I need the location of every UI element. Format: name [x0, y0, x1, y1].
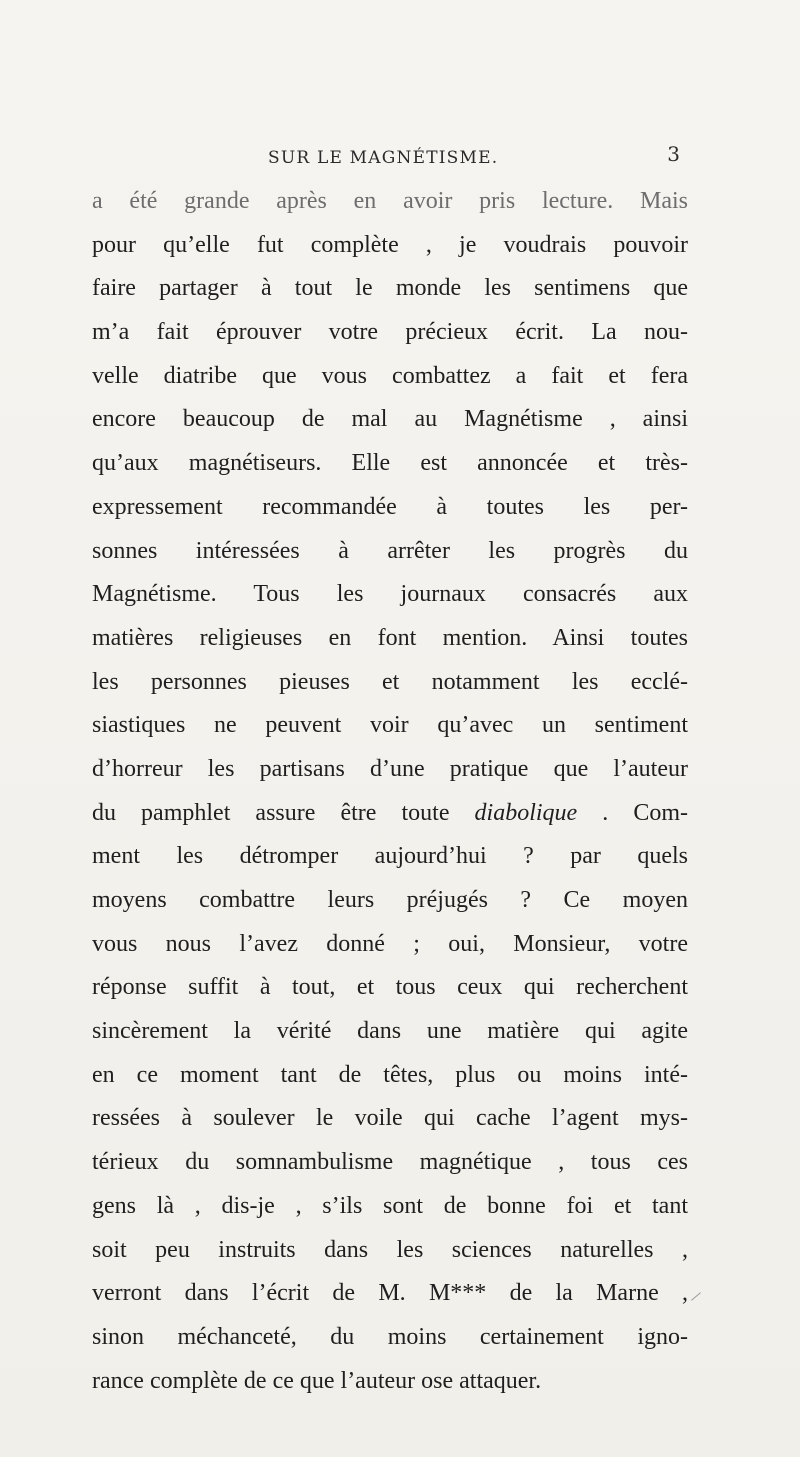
text-line: en ce moment tant de têtes, plus ou moins inté- [92, 1061, 688, 1088]
body-text [92, 180, 688, 1403]
text-segment: . Com- [602, 799, 688, 826]
text-line: réponse suffit à tout, et tous ceux qui recherchent [92, 974, 688, 1001]
emphasized-word: diabolique [474, 799, 578, 826]
text-line: térieux du somnambulisme magnétique , tous ces [92, 1149, 688, 1176]
text-line: d’horreur les partisans d’une pratique que l’auteur [92, 755, 688, 782]
text-line: vous nous l’avez donné ; oui, Monsieur, votre [92, 930, 688, 957]
text-line: encore beaucoup de mal au Magnétisme , ainsi [92, 406, 688, 433]
text-line: moyens combattre leurs préjugés ? Ce moyen [92, 887, 688, 913]
text-line: soit peu instruits dans les sciences naturelles , [92, 1236, 688, 1263]
text-line: a été grande après en avoir pris lecture. Mais [92, 188, 688, 214]
running-title: SUR LE MAGNÉTISME. [268, 148, 499, 168]
text-line: velle diatribe que vous combattez a fait et fera [92, 362, 688, 389]
text-line: faire partager à tout le monde les sentimens que [92, 275, 688, 302]
text-line: matières religieuses en font mention. Ainsi toutes [92, 624, 688, 651]
text-line: gens là , dis-je , s’ils sont de bonne foi et tant [92, 1192, 688, 1219]
running-head [100, 142, 680, 178]
text-line: siastiques ne peuvent voir qu’avec un sentiment [92, 712, 688, 739]
page-number: 3 [667, 142, 680, 166]
text-line: sinon méchanceté, du moins certainement igno- [92, 1323, 688, 1350]
text-segment: du pamphlet assure être toute [92, 799, 450, 826]
text-line: ressées à soulever le voile qui cache l’agent mys- [92, 1105, 688, 1132]
text-line: sincèrement la vérité dans une matière qui agite [92, 1018, 688, 1045]
text-line: les personnes pieuses et notamment les ecclé- [92, 668, 688, 695]
text-line: qu’aux magnétiseurs. Elle est annoncée et très- [92, 450, 688, 477]
margin-mark [691, 1292, 701, 1300]
text-line: pour qu’elle fut complète , je voudrais pouvoir [92, 231, 688, 258]
text-line: sonnes intéressées à arrêter les progrès du [92, 537, 688, 564]
text-line: Magnétisme. Tous les journaux consacrés aux [92, 581, 688, 608]
text-line: verront dans l’écrit de M. M*** de la Marne , [92, 1280, 688, 1307]
text-line [92, 792, 688, 836]
text-line: m’a fait éprouver votre précieux écrit. La nou- [92, 319, 688, 346]
text-line: expressement recommandée à toutes les per- [92, 493, 688, 520]
text-line: ment les détromper aujourd’hui ? par quels [92, 843, 688, 870]
text-line: rance complète de ce que l’auteur ose attaquer. [92, 1367, 542, 1394]
